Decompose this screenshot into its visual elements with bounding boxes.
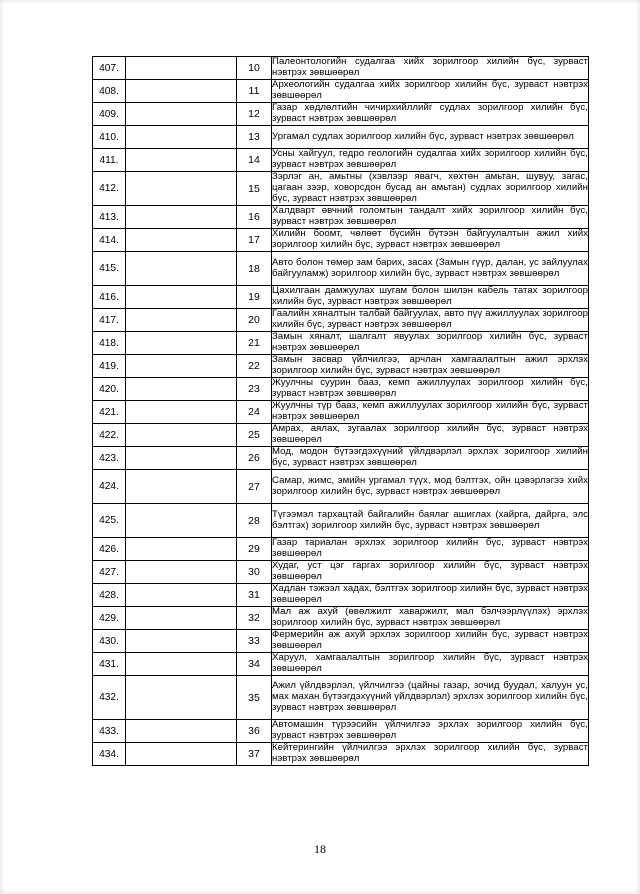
sub-number: 24: [237, 401, 272, 424]
permit-description: Худаг, уст цэг гаргах зорилгоор хилийн бүс, зурваст нэвтрэх зөвшөөрөл: [272, 560, 588, 582]
table-row: [93, 80, 589, 103]
sub-number: 15: [237, 172, 272, 206]
row-number: 429.: [93, 607, 126, 630]
row-number: 428.: [93, 584, 126, 607]
permits-table: [92, 56, 589, 766]
table-row: [93, 57, 589, 80]
row-number: 424.: [93, 470, 126, 504]
permit-description: Мал аж ахуй (өвөлжилт хаваржилт, мал бэлчээрлүүлэх) эрхлэх зорилгоор хилийн бүс, зурваст нэвтрэх зөвшөөрөл: [272, 606, 588, 628]
table-row: [93, 630, 589, 653]
sub-number: 21: [237, 332, 272, 355]
sub-number: 10: [237, 57, 272, 80]
sub-number: 16: [237, 206, 272, 229]
permits-table-body: [93, 57, 589, 766]
permit-description: Халдварт өвчний голомтын тандалт хийх зорилгоор хилийн бүс, зурваст нэвтрэх зөвшөөрөл: [272, 205, 588, 227]
row-number: 421.: [93, 401, 126, 424]
table-row: [93, 172, 589, 206]
sub-number: 36: [237, 720, 272, 743]
permit-description: Түгээмэл тархацтай байгалийн баялаг ашиглах (хайрга, дайрга, элс бэлтгэх) зорилгоор хилийн бүс, зурваст нэвтрэх зөвшөөрөл: [272, 504, 589, 538]
permit-description: Самар, жимс, эмийн ургамал түүх, мод бэлтгэх, ойн цэвэрлэгээ хийх зорилгоор хилийн бүс, зурваст нэвтрэх зөвшөөрөл: [272, 470, 589, 504]
empty-cell: [126, 332, 237, 355]
sub-number: 25: [237, 424, 272, 447]
empty-cell: [126, 401, 237, 424]
table-row: [93, 378, 589, 401]
row-number: 417.: [93, 309, 126, 332]
empty-cell: [126, 447, 237, 470]
sub-number: 26: [237, 447, 272, 470]
row-number: 431.: [93, 653, 126, 676]
row-number: 423.: [93, 447, 126, 470]
empty-cell: [126, 720, 237, 743]
table-row: [93, 332, 589, 355]
sub-number: 13: [237, 126, 272, 149]
permit-description: Хилийн боомт, чөлөөт бүсийн бүтээн байгуулалтын ажил хийх зорилгоор хилийн бүс, зурваст нэвтрэх зөвшөөрөл: [272, 228, 588, 250]
row-number: 415.: [93, 252, 126, 286]
table-row: [93, 538, 589, 561]
permit-description: Газар тариалан эрхлэх зорилгоор хилийн бүс, зурваст нэвтрэх зөвшөөрөл: [272, 537, 588, 559]
row-number: 425.: [93, 504, 126, 538]
permit-description: Хадлан тэжээл хадах, бэлтгэх зорилгоор хилийн бүс, зурваст нэвтрэх зөвшөөрөл: [272, 583, 588, 605]
row-number: 418.: [93, 332, 126, 355]
row-number: 422.: [93, 424, 126, 447]
row-number: 413.: [93, 206, 126, 229]
sub-number: 34: [237, 653, 272, 676]
permit-description: Зэрлэг ан, амьтны (хэвлээр явагч, хөхтөн амьтан, шувуу, загас, цагаан зээр, ховорсдон бусад ан амьтан) судлах зорилгоор хилийн бүс, зурваст нэвтрэх зөвшөөрөл: [272, 171, 588, 204]
empty-cell: [126, 424, 237, 447]
empty-cell: [126, 630, 237, 653]
sub-number: 14: [237, 149, 272, 172]
table-row: [93, 470, 589, 504]
empty-cell: [126, 206, 237, 229]
row-number: 414.: [93, 229, 126, 252]
permit-description: Усны хайгуул, гедро геологийн судалгаа хийх зорилгоор хилийн бүс, зурваст нэвтрэх зөвшөөрөл: [272, 148, 588, 170]
table-row: [93, 286, 589, 309]
table-row: [93, 720, 589, 743]
table-row: [93, 252, 589, 286]
row-number: 430.: [93, 630, 126, 653]
row-number: 434.: [93, 743, 126, 766]
row-number: 426.: [93, 538, 126, 561]
sub-number: 27: [237, 470, 272, 504]
permit-description: Ажил үйлдвэрлэл, үйлчилгээ (цайны газар, зочид буудал, халуун ус, мах махан бүтээгдэхүүний үйлдвэрлэл) эрхлэх зорилгоор хилийн бүс, зурваст нэвтрэх зөвшөөрөл: [272, 676, 589, 720]
sub-number: 28: [237, 504, 272, 538]
row-number: 419.: [93, 355, 126, 378]
permit-description: Амрах, аялах, зугаалах зорилгоор хилийн бүс, зурваст нэвтрэх зөвшөөрөл: [272, 423, 588, 445]
sub-number: 12: [237, 103, 272, 126]
sub-number: 23: [237, 378, 272, 401]
sub-number: 33: [237, 630, 272, 653]
empty-cell: [126, 355, 237, 378]
permit-description: Кейтерингийн үйлчилгээ эрхлэх зорилгоор хилийн бүс, зурваст нэвтрэх зөвшөөрөл: [272, 742, 588, 764]
empty-cell: [126, 653, 237, 676]
permit-description: Замын засвар үйлчилгээ, арчлан хамгаалалтын ажил эрхлэх зорилгоор хилийн бүс, зурваст нэвтрэх зөвшөөрөл: [272, 354, 588, 376]
table-row: [93, 584, 589, 607]
sub-number: 20: [237, 309, 272, 332]
permit-description: Мод, модон бүтээгдэхүүний үйлдвэрлэл эрхлэх зорилгоор хилийн бүс, зурваст нэвтрэх зөвшөөрөл: [272, 446, 588, 468]
permit-description: Автомашин түрээсийн үйлчилгээ эрхлэх зорилгоор хилийн бүс, зурваст нэвтрэх зөвшөөрөл: [272, 719, 588, 741]
table-row: [93, 229, 589, 252]
row-number: 408.: [93, 80, 126, 103]
empty-cell: [126, 57, 237, 80]
row-number: 420.: [93, 378, 126, 401]
row-number: 407.: [93, 57, 126, 80]
sub-number: 18: [237, 252, 272, 286]
sub-number: 11: [237, 80, 272, 103]
empty-cell: [126, 743, 237, 766]
empty-cell: [126, 103, 237, 126]
table-row: [93, 653, 589, 676]
empty-cell: [126, 538, 237, 561]
permit-description: Замын хяналт, шалгалт явуулах зорилгоор хилийн бүс, зурваст нэвтрэх зөвшөөрөл: [272, 331, 588, 353]
table-row: [93, 126, 589, 149]
permit-description: Палеонтологийн судалгаа хийх зорилгоор хилийн бүс, зурваст нэвтрэх зөвшөөрөл: [272, 56, 588, 78]
permit-description: Цахилгаан дамжуулах шугам болон шилэн кабель татах зорилгоор хилийн бүс, зурваст нэвтрэх зөвшөөрөл: [272, 285, 588, 307]
table-row: [93, 504, 589, 538]
sub-number: 17: [237, 229, 272, 252]
empty-cell: [126, 309, 237, 332]
table-row: [93, 149, 589, 172]
table-row: [93, 103, 589, 126]
permit-description: Археологийн судалгаа хийх зорилгоор хилийн бүс, зурваст нэвтрэх зөвшөөрөл: [272, 79, 588, 101]
row-number: 410.: [93, 126, 126, 149]
table-row: [93, 401, 589, 424]
page-number: 18: [314, 842, 326, 856]
row-number: 409.: [93, 103, 126, 126]
empty-cell: [126, 504, 237, 538]
sub-number: 37: [237, 743, 272, 766]
permit-description: Газар хөдлөлтийн чичирхийллийг судлах зорилгоор хилийн бүс, зурваст нэвтрэх зөвшөөрөл: [272, 102, 588, 124]
empty-cell: [126, 229, 237, 252]
empty-cell: [126, 172, 237, 206]
sub-number: 35: [237, 676, 272, 720]
table-row: [93, 607, 589, 630]
permit-description: Харуул, хамгаалалтын зорилгоор хилийн бүс, зурваст нэвтрэх зөвшөөрөл: [272, 652, 588, 674]
row-number: 412.: [93, 172, 126, 206]
empty-cell: [126, 286, 237, 309]
table-row: [93, 206, 589, 229]
sub-number: 32: [237, 607, 272, 630]
table-row: [93, 424, 589, 447]
empty-cell: [126, 470, 237, 504]
row-number: 411.: [93, 149, 126, 172]
empty-cell: [126, 676, 237, 720]
table-row: [93, 561, 589, 584]
sub-number: 29: [237, 538, 272, 561]
empty-cell: [126, 561, 237, 584]
empty-cell: [126, 378, 237, 401]
permit-description: Жуулчны суурин бааз, кемп ажиллуулах зорилгоор хилийн бүс, зурваст нэвтрэх зөвшөөрөл: [272, 377, 588, 399]
empty-cell: [126, 252, 237, 286]
permit-description: Ургамал судлах зорилгоор хилийн бүс, зурваст нэвтрэх зөвшөөрөл: [272, 126, 589, 149]
row-number: 433.: [93, 720, 126, 743]
sub-number: 22: [237, 355, 272, 378]
table-row: [93, 676, 589, 720]
empty-cell: [126, 126, 237, 149]
sub-number: 30: [237, 561, 272, 584]
table-row: [93, 447, 589, 470]
table-row: [93, 309, 589, 332]
permit-description: Гаалийн хяналтын талбай байгуулах, авто пүү ажиллуулах зорилгоор хилийн бүс, зурваст нэвтрэх зөвшөөрөл: [272, 308, 588, 330]
empty-cell: [126, 80, 237, 103]
empty-cell: [126, 607, 237, 630]
row-number: 432.: [93, 676, 126, 720]
permit-description: Фермерийн аж ахуй эрхлэх зорилгоор хилийн бүс, зурваст нэвтрэх зөвшөөрөл: [272, 629, 588, 651]
row-number: 427.: [93, 561, 126, 584]
sub-number: 31: [237, 584, 272, 607]
empty-cell: [126, 584, 237, 607]
permit-description: Авто болон төмөр зам барих, засах (Замын гүүр, далан, ус зайлуулах байгууламж) зорилгоор хилийн бүс, зурваст нэвтрэх зөвшөөрөл: [272, 252, 589, 286]
row-number: 416.: [93, 286, 126, 309]
table-row: [93, 743, 589, 766]
table-row: [93, 355, 589, 378]
empty-cell: [126, 149, 237, 172]
permit-description: Жуулчны түр бааз, кемп ажиллуулах зорилгоор хилийн бүс, зурваст нэвтрэх зөвшөөрөл: [272, 400, 588, 422]
sub-number: 19: [237, 286, 272, 309]
